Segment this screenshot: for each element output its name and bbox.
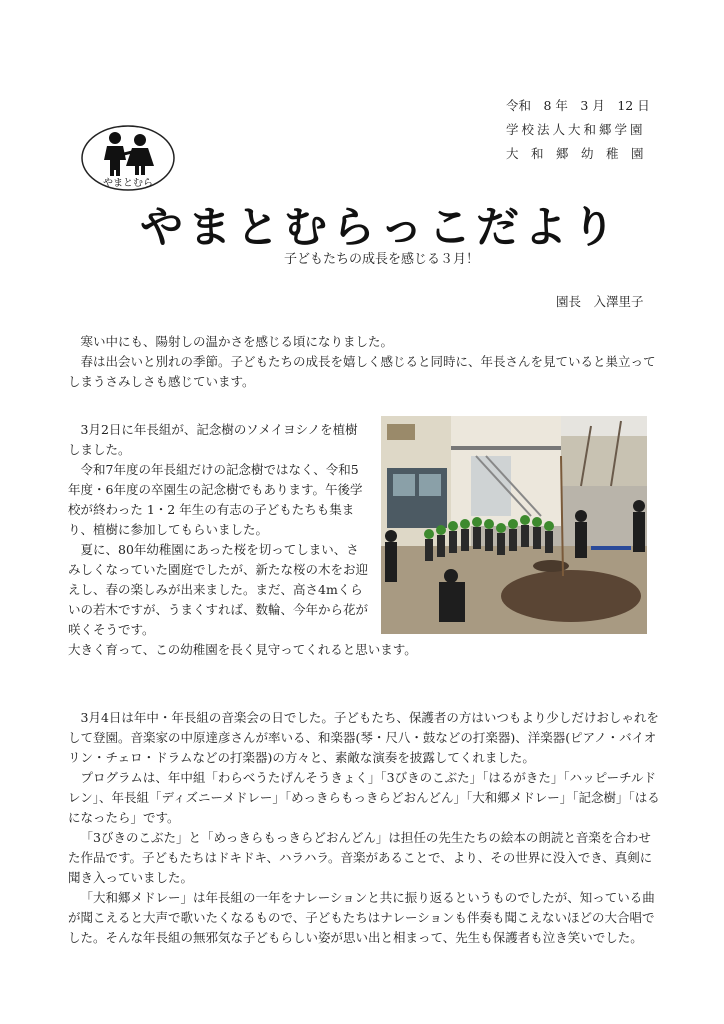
planting-paragraph-3: 夏に、80年幼稚園にあった桜を切ってしまい、さみしくなっていた園庭でしたが、新たな桜の木をお迎えし、春の楽しみが出来ました。まだ、高さ4mくらいの若木ですが、うまくすれば、数輪、今年から花が咲くそうです。 [68,542,369,637]
tree-planting-photo [381,416,647,634]
concert-paragraph-3: 「3びきのこぶた」と「めっきらもっきらどおんどん」は担任の先生たちの絵本の朗読と音楽を合わせた作品です。子どもたちはドキドキ、ハラハラ。音楽があることで、より、その世界に没入でき、真剣に聞き入っていました。 [68,830,653,885]
planting-paragraph-2: 令和7年度の年長組だけの記念樹ではなく、令和5年度・6年度の卒園生の記念樹でもあります。午後学校が終わった 1・2 年生の有志の子どもたちも集まり、植樹に参加してもらいました。 [68,462,363,537]
tree-planting-section [68,420,368,640]
newsletter-subtitle: 子どもたちの成長を感じる３月！ [284,252,480,267]
planting-paragraph-1: 3月2日に年長組が、記念樹のソメイヨシノを植樹しました。 [68,422,358,457]
intro-paragraph-2: 春は出会いと別れの季節。子どもたちの成長を嬉しく感じると同時に、年長さんを見ていると巣立ってしまうさみしさも感じています。 [68,354,656,389]
author-line: 園長 入澤里子 [556,294,644,309]
concert-paragraph-2: プログラムは、年中組「わらべうたげんそうきょく」「3びきのこぶた」「はるがきた」「ハッピーチルドレン」、年長組「ディズニーメドレー」「めっきらもっきらどおんどん」「大和郷メドレー」「記念樹」「はるになったら」です。 [68,770,660,825]
intro-section [68,332,662,392]
tree-planting-closing [68,640,662,660]
planting-paragraph-closing: 大きく育って、この幼稚園を長く見守ってくれると思います。 [68,642,417,657]
logo-text: やまとむら [103,178,153,189]
newsletter-title: やまとむらっこだより [140,203,620,253]
concert-paragraph-4: 「大和郷メドレー」は年長組の一年をナレーションと共に振り返るというものでしたが、知っている曲が聞こえると大声で歌いたくなるもので、子どもたちはナレーションも伴奏も聞こえないほどの大合唱でした。そんな年長組の無邪気な子どもらしい姿が思い出と相まって、先生も保護者も泣き笑いでした。 [68,890,655,945]
intro-paragraph-1: 寒い中にも、陽射しの温かさを感じる頃になりました。 [80,334,394,349]
school-corp-name: 学校法人大和郷学園 [506,122,646,137]
kindergarten-name: 大 和 郷 幼 稚 園 [506,146,644,161]
date-text: 令和 8 年 3 月 12 日 [506,98,650,113]
header-info [506,94,650,166]
music-concert-section [68,708,662,948]
concert-paragraph-1: 3月4日は年中・年長組の音楽会の日でした。子どもたち、保護者の方はいつもより少しだけおしゃれをして登園。音楽家の中原達彦さんが率いる、和楽器(琴・尺八・鼓などの打楽器)、洋楽器(ピアノ・バイオリン・チェロ・ドラムなどの打楽器)の方々と、素敵な演奏を披露してくれました。 [68,710,659,765]
kindergarten-logo [80,124,176,192]
